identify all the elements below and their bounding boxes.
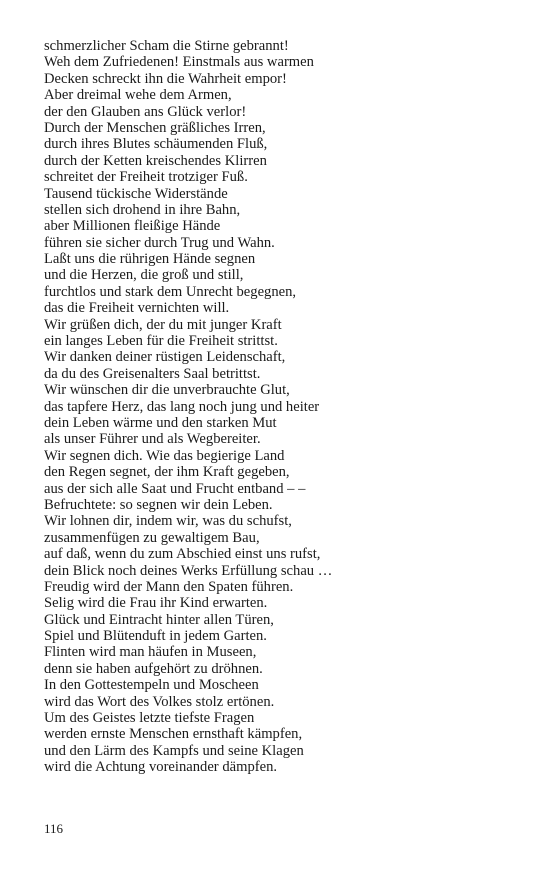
poem-line: wird das Wort des Volkes stolz ertönen. (44, 693, 275, 710)
poem-line: zusammenfügen zu gewaltigem Bau, (44, 529, 260, 546)
poem-line: führen sie sicher durch Trug und Wahn. (44, 234, 275, 251)
poem-line: Decken schreckt ihn die Wahrheit empor! (44, 70, 287, 87)
poem-line: Um des Geistes letzte tiefste Fragen (44, 710, 255, 727)
poem-line: Tausend tückische Widerstände (44, 185, 228, 202)
poem-line: schmerzlicher Scham die Stirne gebrannt! (44, 38, 289, 54)
poem-line: durch der Ketten kreischendes Klirren (44, 152, 267, 169)
poem-line: stellen sich drohend in ihre Bahn, (44, 201, 241, 218)
poem-line: dein Blick noch deines Werks Erfüllung schau … (44, 562, 333, 579)
poem-line: Wir segnen dich. Wie das begierige Land (44, 447, 285, 464)
poem-line: der den Glauben ans Glück verlor! (44, 103, 247, 120)
poem-line: Laßt uns die rührigen Hände segnen (44, 251, 256, 268)
poem-line: Wir danken deiner rüstigen Leidenschaft, (44, 349, 286, 366)
poem-line: das tapfere Herz, das lang noch jung und heiter (44, 398, 320, 415)
poem-line: Selig wird die Frau ihr Kind erwarten. (44, 595, 268, 612)
page-number: 116 (44, 821, 64, 836)
poem-line: denn sie haben aufgehört zu dröhnen. (44, 660, 263, 677)
poem-line: furchtlos und stark dem Unrecht begegnen, (44, 283, 297, 300)
poem-line: Freudig wird der Mann den Spaten führen. (44, 578, 294, 595)
poem-line: ein langes Leben für die Freiheit strittst. (44, 333, 278, 350)
poem-line: Glück und Eintracht hinter allen Türen, (44, 611, 274, 628)
poem-text (44, 38, 332, 776)
poem-line: wird die Achtung voreinander dämpfen. (44, 759, 278, 776)
poem-line: da du des Greisenalters Saal betrittst. (44, 365, 261, 382)
poem-line: und den Lärm des Kampfs und seine Klagen (44, 742, 304, 759)
poem-line: aber Millionen fleißige Hände (44, 218, 221, 235)
poem-line: werden ernste Menschen ernsthaft kämpfen, (44, 726, 303, 743)
poem-line: Wir grüßen dich, der du mit junger Kraft (44, 316, 282, 333)
poem-line: als unser Führer und als Wegbereiter. (44, 431, 261, 448)
poem-line: Aber dreimal wehe dem Armen, (44, 87, 232, 104)
poem-line: In den Gottestempeln und Moscheen (44, 677, 259, 694)
poem-line: Flinten wird man häufen in Museen, (44, 644, 257, 661)
poem-line: Wir wünschen dir die unverbrauchte Glut, (44, 382, 290, 399)
poem-line: Spiel und Blütenduft in jedem Garten. (44, 628, 267, 645)
poem-line: das die Freiheit vernichten will. (44, 300, 230, 317)
poem-line: Durch der Menschen gräßliches Irren, (44, 119, 266, 136)
poem-line: auf daß, wenn du zum Abschied einst uns rufst, (44, 546, 321, 563)
poem-line: den Regen segnet, der ihm Kraft gegeben, (44, 464, 290, 481)
poem-line: aus der sich alle Saat und Frucht entband – – (44, 480, 306, 497)
poem-line: dein Leben wärme und den starken Mut (44, 414, 277, 431)
poem-line: und die Herzen, die groß und still, (44, 267, 244, 284)
poem-line: durch ihres Blutes schäumenden Fluß, (44, 136, 268, 153)
poem-line: schreitet der Freiheit trotziger Fuß. (44, 169, 248, 186)
poem-line: Weh dem Zufriedenen! Einstmals aus warmen (44, 54, 314, 71)
poem-line: Befruchtete: so segnen wir dein Leben. (44, 496, 273, 513)
poem-line: Wir lohnen dir, indem wir, was du schufst, (44, 513, 292, 530)
